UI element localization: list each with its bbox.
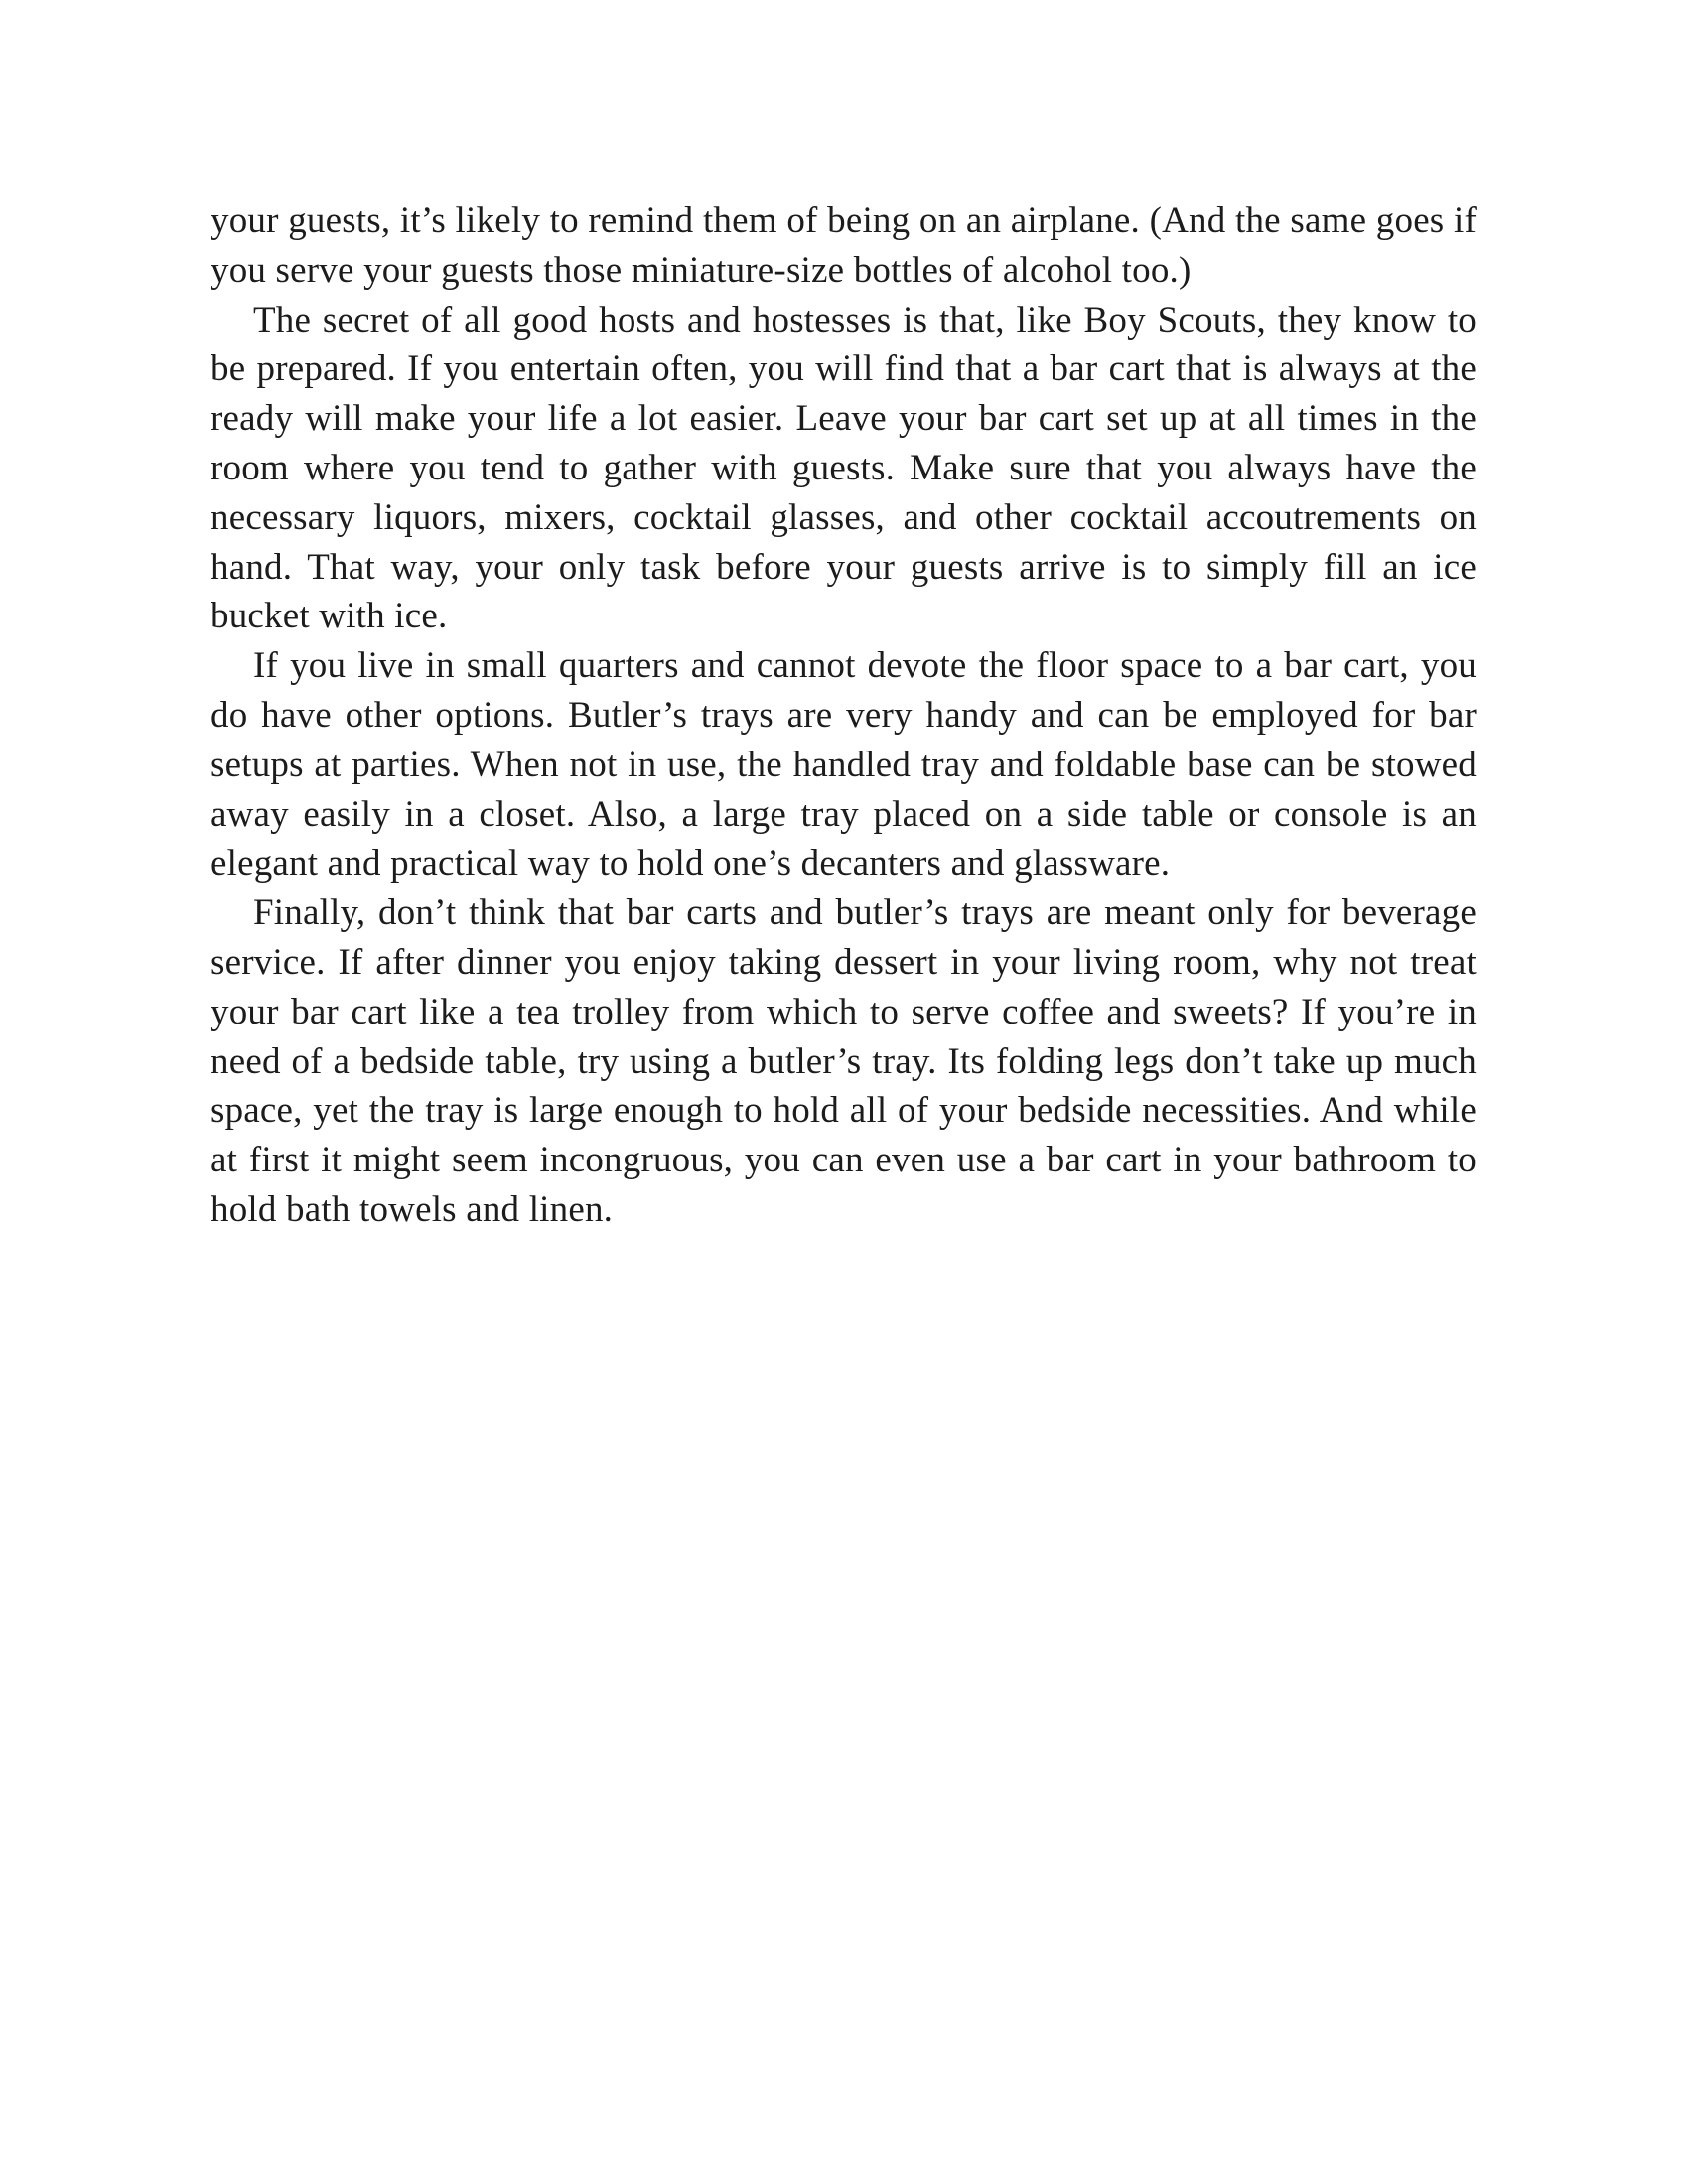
paragraph-small-quarters: If you live in small quarters and cannot devote the floor space to a bar cart, you do have other options. Butler’s trays are very handy and can be employed for bar setups at parties. When not in use, the handled tray and foldable base can be stowed away easily in a closet. Also, a large tray placed on a side table or console is an elegant and practical way to hold one’s decanters and glassware. [211, 645, 1477, 885]
paragraph-other-uses: Finally, don’t think that bar carts and butler’s trays are meant only for beverage service. If after dinner you enjoy taking dessert in your living room, why not treat your bar cart like a tea trolley from which to serve coffee and sweets? If you’re in need of a bedside table, try using a butler’s tray. Its folding legs don’t take up much space, yet the tray is large enough to hold all of your bedside necessities. And while at first it might seem incongruous, you can even use a bar cart in your bathroom to hold bath towels and linen. [211, 892, 1477, 1230]
paragraph-be-prepared: The secret of all good hosts and hostesses is that, like Boy Scouts, they know to be prepared. If you entertain often, you will find that a bar cart that is always at the ready will make your life a lot easier. Leave your bar cart set up at all times in the room where you tend to gather with guests. Make sure that you always have the necessary liquors, mixers, cocktail glasses, and other cocktail accoutrements on hand. That way, your only task before your guests arrive is to simply fill an ice bucket with ice. [211, 299, 1477, 637]
paragraph-continuation: your guests, it’s likely to remind them of being on an airplane. (And the same goes if you serve your guests those miniature-size bottles of alcohol too.) [211, 201, 1477, 291]
page-body [211, 197, 1477, 1235]
